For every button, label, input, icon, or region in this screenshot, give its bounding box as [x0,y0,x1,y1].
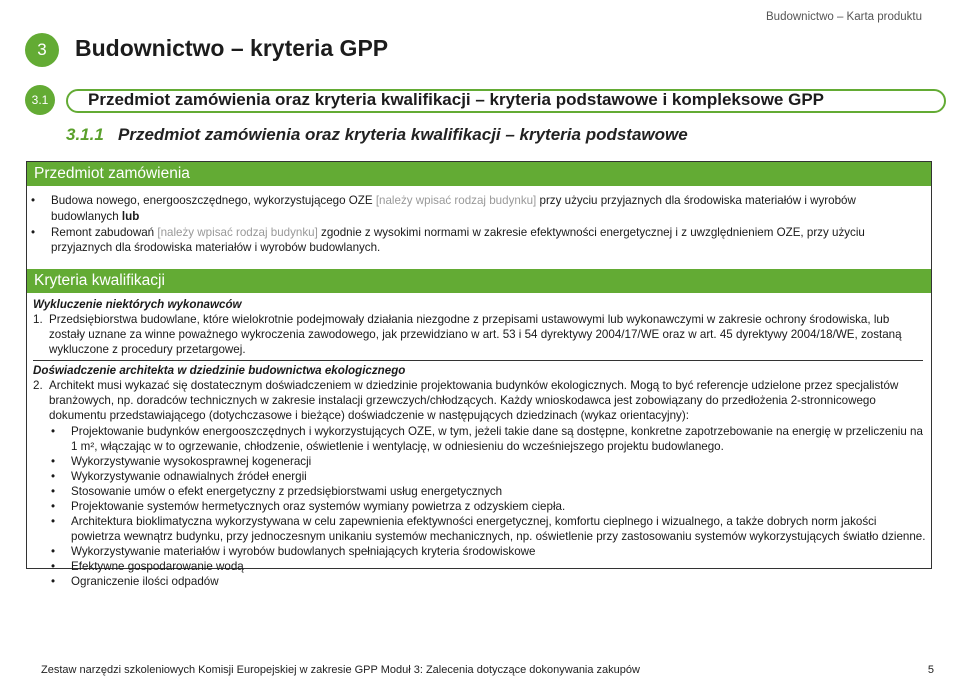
bullet-icon: • [51,560,56,573]
point-2-line-2: branżowych, np. doradców technicznych w zakresie instalacji grzewczych/chłodzących. Każdy wnioskodawca jest zobowiązany do przedłożenia 2-stronnicowego [49,394,876,407]
bullet-icon: • [51,425,56,438]
experience-item-6: Architektura bioklimatyczna wykorzystywana w celu zapewnienia efektywności energetycznej, komfortu cieplnego i wizualnego, a także dobrych norm jakości [71,515,877,528]
experience-item-5: Projektowanie systemów hermetycznych oraz systemów wymiany powietrza z odzyskiem ciepła. [71,500,566,513]
bullet-icon: • [51,500,56,513]
criteria-box [26,161,932,588]
chapter-number-badge: 3 [25,33,59,67]
bullet-icon: • [51,455,56,468]
page-number: 5 [927,664,934,676]
qualification-heading: Kryteria kwalifikacji [27,269,931,293]
experience-item-1: Projektowanie budynków energooszczędnych i wykorzystujących OZE, w tym, jeżeli takie dane są dostępne, konkretne zapotrzebowanie na energię w przeliczeniu na [71,425,923,438]
experience-item-7: Wykorzystywanie materiałów i wyrobów budowlanych spełniających kryteria środowiskowe [71,545,536,558]
architect-subheading: Doświadczenie architekta w dziedzinie budownictwa ekologicznego [33,364,406,377]
footer-text: Zestaw narzędzi szkoleniowych Komisji Europejskiej w zakresie GPP Moduł 3: Zalecenia dotyczące dokonywania zakupów [41,664,640,676]
subject-item-2 [51,225,865,240]
subsection-number: 3.1.1 [66,125,104,144]
or-connector: lub [121,210,140,223]
experience-item-4: Stosowanie umów o efekt energetyczny z przedsiębiorstwami usług energetycznych [71,485,503,498]
experience-item-6-cont: powietrza wewnątrz budynku, przy jednoczesnym unikaniu systemów mechanicznych, np. oświetlenie przy zastosowaniu systemów wykorzystujących światło dzienne. [71,530,926,543]
subject-item-1 [51,193,856,208]
experience-item-9: Ograniczenie ilości odpadów [71,575,219,588]
bullet-icon: • [51,485,56,498]
divider [33,360,923,361]
bullet-icon: • [31,226,36,239]
bullet-icon: • [51,515,56,528]
placeholder-text: [należy wpisać rodzaj budynku] [157,226,318,239]
subject-list [27,186,931,256]
subsection-title: Przedmiot zamówienia oraz kryteria kwalifikacji – kryteria podstawowe [117,125,688,144]
experience-item-1-cont: 1 m², włączając w to ogrzewanie, chłodzenie, oświetlenie i wentylację, w odniesieniu do wcześniejszego projektu budowlanego. [71,440,724,453]
point-1-line-2: zostały uznane za winne poważnego wykroczenia zawodowego, jak przewidziano w art. 53 i 54 dyrektywy 2004/17/WE oraz w art. 45 dyrektywy 2004/18/WE, zostaną [49,328,902,341]
bullet-icon: • [51,575,56,588]
subject-item-2-text-a: Remont zabudowań [51,226,158,239]
bullet-icon: • [51,470,56,483]
subject-item-1-text-a: Budowa nowego, energooszczędnego, wykorzystującego OZE [51,194,376,207]
point-1-line-3: wykluczone z procedury przetargowej. [49,343,246,356]
point-2-number: 2. [33,379,43,392]
point-1-line-1: Przedsiębiorstwa budowlane, które wielokrotnie podejmowały działania niezgodne z przepisami ustawowymi lub wykonawczymi w zakresie ochrony środowiska, lub [49,313,890,326]
section-number-badge: 3.1 [25,85,55,115]
chapter-title: Budownictwo – kryteria GPP [75,35,389,61]
subsection-heading [66,125,688,145]
placeholder-text: [należy wpisać rodzaj budynku] [375,194,537,207]
point-2-line-1: Architekt musi wykazać się dostatecznym doświadczeniem w dziedzinie projektowania budynków ekologicznych. Mogą to być referencje udzielone przez specjalistów [49,379,899,392]
subject-heading: Przedmiot zamówienia [27,162,931,186]
experience-item-8: Efektywne gospodarowanie wodą [71,560,244,573]
experience-item-2: Wykorzystywanie wysokosprawnej kogeneracji [71,455,312,468]
point-1-number: 1. [33,313,43,326]
exclusion-subheading: Wykluczenie niektórych wykonawców [33,298,242,311]
bullet-icon: • [51,545,56,558]
subject-item-1-text-c: budowlanych [51,210,122,223]
point-2-line-3: dokumentu przedstawiającego (dotychczasowe i bieżące) doświadczenie w następujących dziedzinach (wykaz orientacyjny): [49,409,689,422]
header-product-card: Budownictwo – Karta produktu [766,11,922,23]
section-title: Przedmiot zamówienia oraz kryteria kwalifikacji – kryteria podstawowe i kompleksowe GPP [88,90,824,109]
subject-item-2-cont: przyjaznych dla środowiska materiałów i wyrobów budowlanych. [51,241,381,254]
experience-item-3: Wykorzystywanie odnawialnych źródeł energii [71,470,307,483]
subject-item-1-cont [51,209,139,224]
subject-item-2-text-b: zgodnie z wysokimi normami w zakresie efektywności energetycznej i z uwzględnieniem OZE, przy użyciu [317,226,865,239]
bullet-icon: • [31,194,36,207]
subject-item-1-text-b: przy użyciu przyjaznych dla środowiska materiałów i wyrobów [536,194,856,207]
